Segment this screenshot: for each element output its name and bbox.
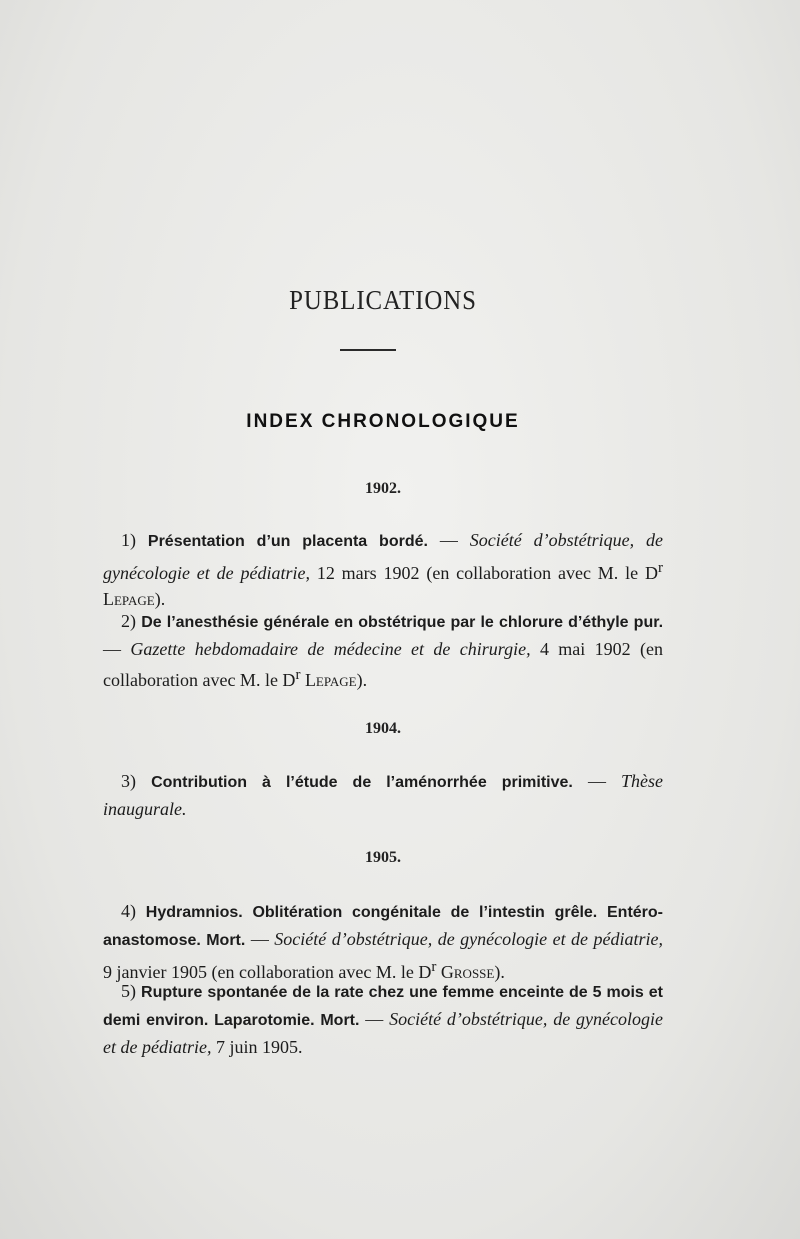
title-divider [340,349,396,351]
entry-end: ). [154,589,166,609]
entry-details: 9 janvier 1905 (en collaboration avec M. le D [103,962,432,982]
publication-entry-2 [103,608,663,693]
entry-dash: — [245,929,275,949]
publication-entry-1 [103,527,663,612]
entry-title: De l’anesthésie générale en obstétrique par le chlorure d’éthyle pur. [141,614,664,631]
entry-number: 3) [121,771,136,791]
year-heading-1902: 1902. [365,480,401,497]
entry-end: ). [356,670,368,690]
section-title: INDEX CHRONOLOGIQUE [246,411,520,432]
entry-dash: — [572,771,622,791]
entry-sup: r [431,959,437,975]
entry-end: ). [494,962,505,982]
entry-source: Société d’obstétrique, de gynécologie et de pédiatrie, [103,1009,664,1057]
entry-details: 7 juin 1905. [211,1037,303,1057]
entry-source: Société d’obstétrique, de gynécologie et de pédiatrie, [103,530,663,583]
entry-source: Thèse inaugurale. [103,771,664,819]
publication-entry-5 [103,978,663,1060]
year-heading-1905: 1905. [365,849,401,866]
entry-number: 1) [121,530,136,550]
entry-title: Hydramnios. Oblitération congénitale de l’intestin grêle. Entéro-anastomose. Mort. [103,904,663,949]
entry-details: 12 mars 1902 (en collaboration avec M. le D [309,563,658,583]
entry-collaborator: Grosse [436,962,495,982]
entry-sup: r [658,560,663,576]
entry-number: 5) [121,981,136,1001]
entry-title: Présentation d’un placenta bordé. [147,533,428,550]
entry-dash: — [427,530,470,550]
year-heading-1904: 1904. [365,720,401,737]
entry-source: Société d’obstétrique, de gynécologie et de pédiatrie, [274,929,664,949]
publication-entry-4 [103,898,663,985]
page-title: PUBLICATIONS [289,285,477,315]
entry-number: 4) [121,901,136,921]
entry-details: 4 mai 1902 (en collaboration avec M. le D [103,639,663,690]
entry-sup: r [295,667,301,683]
entry-title: Rupture spontanée de la rate chez une femme enceinte de 5 mois et demi environ. Laparotomie. Mort. [103,984,664,1029]
entry-collaborator: Lepage [103,589,155,609]
publication-entry-3 [103,768,663,822]
entry-number: 2) [121,611,136,631]
entry-dash: — [103,639,131,659]
entry-title: Contribution à l’étude de l’aménorrhée primitive. [151,774,573,791]
entry-source: Gazette hebdomadaire de médecine et de chirurgie, [130,639,531,659]
entry-collaborator: Lepage [300,670,357,690]
entry-dash: — [359,1009,390,1029]
